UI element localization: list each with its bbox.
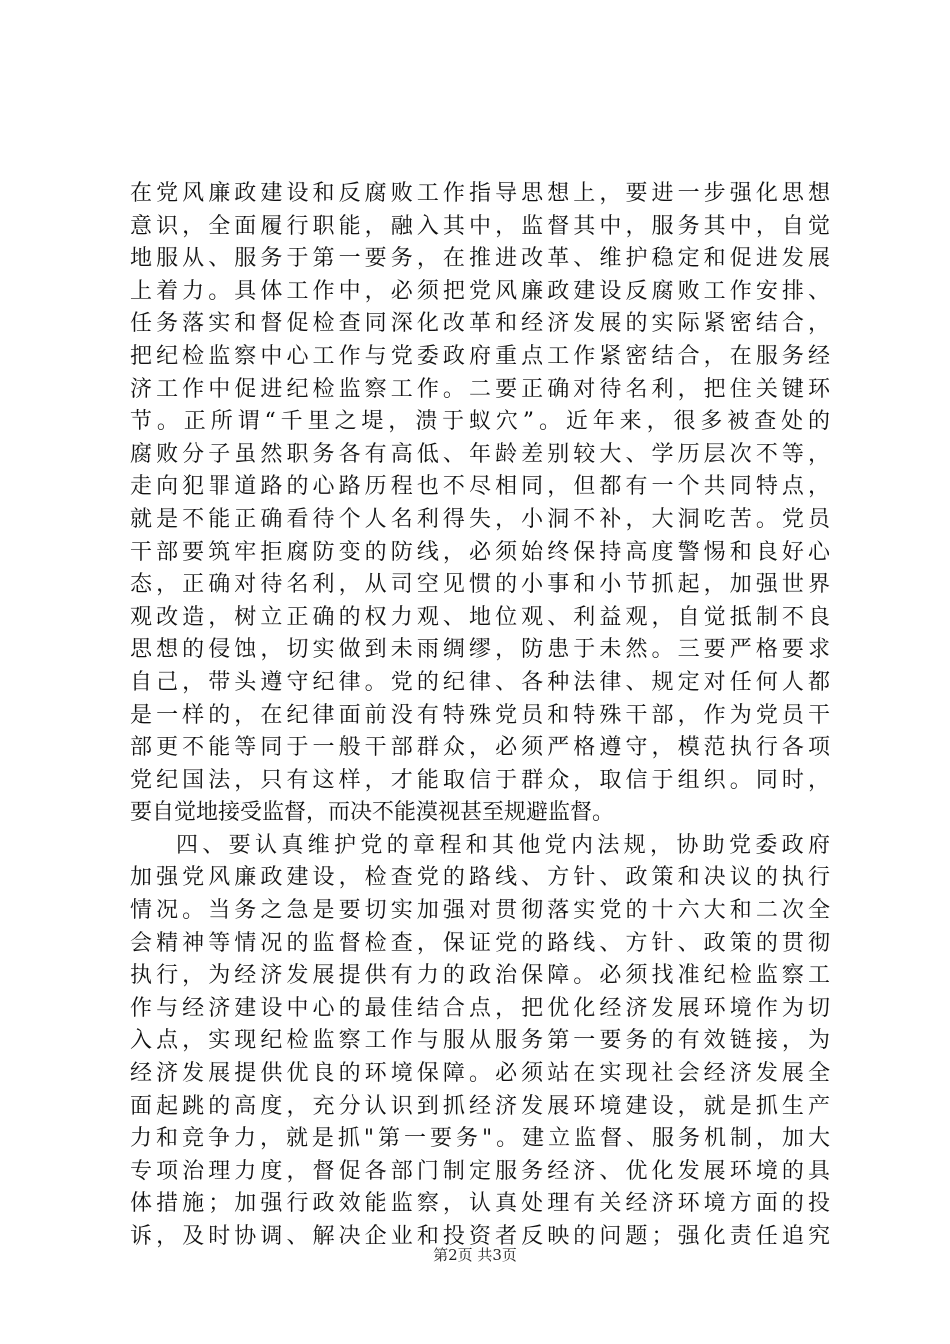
text-line: 地服从、服务于第一要务，在推进改革、维护稳定和促进发展: [130, 246, 830, 272]
paragraph: [130, 830, 830, 1254]
text-line: 是一样的，在纪律面前没有特殊党员和特殊干部，作为党员干: [130, 702, 830, 728]
text-line: 态，正确对待名利，从司空见惯的小事和小节抓起，加强世界: [130, 572, 830, 598]
text-line: 济工作中促进纪检监察工作。二要正确对待名利，把住关键环: [130, 376, 830, 402]
text-line: 任务落实和督促检查同深化改革和经济发展的实际紧密结合，: [130, 311, 830, 337]
paragraph: [130, 178, 830, 830]
text-line: 执行，为经济发展提供有力的政治保障。必须找准纪检监察工: [130, 963, 830, 989]
text-line: 上着力。具体工作中，必须把党风廉政建设反腐败工作安排、: [130, 278, 830, 304]
text-line: 节。正所谓“千里之堤，溃于蚁穴”。近年来，很多被查处的: [130, 409, 830, 435]
text-line: 作与经济建设中心的最佳结合点，把优化经济发展环境作为切: [130, 995, 830, 1021]
text-line: 走向犯罪道路的心路历程也不尽相同，但都有一个共同特点，: [130, 474, 830, 500]
text-line: 干部要筑牢拒腐防变的防线，必须始终保持高度警惕和良好心: [130, 539, 830, 565]
text-line: 体措施；加强行政效能监察，认真处理有关经济环境方面的投: [130, 1191, 830, 1217]
text-line: 诉，及时协调、解决企业和投资者反映的问题；强化责任追究: [130, 1224, 830, 1249]
text-line: 要自觉地接受监督，而决不能漠视甚至规避监督。: [130, 800, 615, 826]
text-line: 就是不能正确看待个人名利得失，小洞不补，大洞吃苦。党员: [130, 506, 830, 532]
text-line: 把纪检监察中心工作与党委政府重点工作紧密结合，在服务经: [130, 343, 830, 369]
text-line: 加强党风廉政建设，检查党的路线、方针、政策和决议的执行: [130, 865, 830, 891]
text-line: 经济发展提供优良的环境保障。必须站在实现社会经济发展全: [130, 1061, 830, 1087]
text-line: 在党风廉政建设和反腐败工作指导思想上，要进一步强化思想: [130, 181, 830, 206]
text-line: 专项治理力度，督促各部门制定服务经济、优化发展环境的具: [130, 1158, 830, 1184]
text-line: 面起跳的高度，充分认识到抓经济发展环境建设，就是抓生产: [130, 1093, 830, 1119]
text-line: 腐败分子虽然职务各有高低、年龄差别较大、学历层次不等，: [130, 441, 830, 467]
text-line: 力和竞争力，就是抓"第一要务"。建立监督、服务机制，加大: [130, 1126, 830, 1152]
text-line: 四、要认真维护党的章程和其他党内法规，协助党委政府: [176, 832, 830, 858]
text-line: 自己，带头遵守纪律。党的纪律、各种法律、规定对任何人都: [130, 669, 830, 695]
text-line: 会精神等情况的监督检查，保证党的路线、方针、政策的贯彻: [130, 930, 830, 956]
text-line: 部更不能等同于一般干部群众，必须严格遵守，模范执行各项: [130, 735, 830, 761]
document-body: [130, 178, 830, 1254]
text-line: 观改造，树立正确的权力观、地位观、利益观，自觉抵制不良: [130, 604, 830, 630]
text-line: 入点，实现纪检监察工作与服从服务第一要务的有效链接，为: [130, 1028, 830, 1054]
page-footer: 第2页 共3页: [433, 1246, 517, 1264]
text-line: 意识，全面履行职能，融入其中，监督其中，服务其中，自觉: [130, 213, 830, 239]
text-line: 思想的侵蚀，切实做到未雨绸缪，防患于未然。三要严格要求: [130, 637, 830, 663]
text-line: 党纪国法，只有这样，才能取信于群众，取信于组织。同时，: [130, 767, 830, 793]
text-line: 情况。当务之急是要切实加强对贯彻落实党的十六大和二次全: [130, 898, 830, 924]
